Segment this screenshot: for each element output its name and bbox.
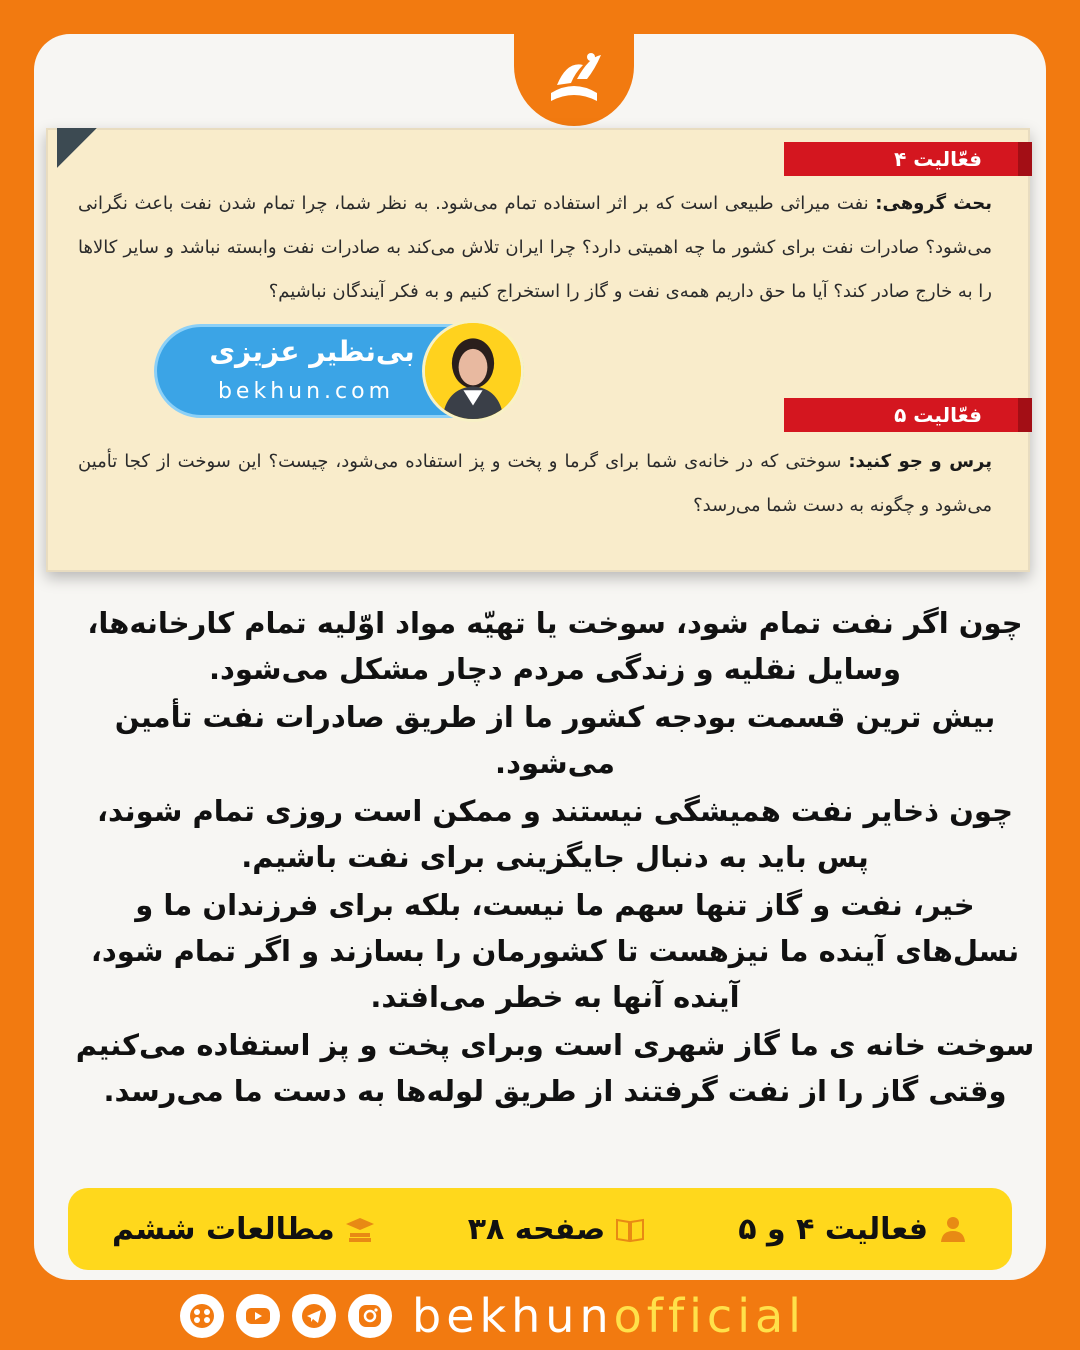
teacher-icon: [938, 1214, 968, 1244]
teacher-site: bekhun.com: [217, 379, 395, 404]
activity4-ribbon: [784, 142, 1018, 176]
brand-logo: [514, 34, 634, 126]
answer-1: چون اگر نفت تمام شود، سوخت یا تهیّه مواد اوّلیه تمام کارخانه‌ها، وسایل نقلیه و زندگی مردم دچار مشکل می‌شود.: [87, 606, 1023, 686]
footer-subject-label: مطالعات ششم: [112, 1211, 335, 1247]
page-corner-icon: [57, 128, 97, 168]
youtube-link[interactable]: [236, 1294, 280, 1338]
teacher-avatar: [422, 320, 524, 422]
telegram-link[interactable]: [292, 1294, 336, 1338]
brand-part1: bekhun: [412, 1289, 614, 1343]
info-bar: [68, 1188, 1012, 1270]
activity4-text: [78, 182, 992, 314]
book-icon: [615, 1214, 645, 1244]
answer-3: چون ذخایر نفت همیشگی نیستند و ممکن است روزی تمام شوند، پس باید به دنبال جایگزینی برای نفت باشیم.: [97, 794, 1013, 874]
footer-activity-label: فعالیت ۴ و ۵: [738, 1211, 928, 1247]
activity5-title: فعّالیت ۵: [894, 403, 982, 427]
activity5-ribbon: [784, 398, 1018, 432]
instagram-icon: [356, 1302, 384, 1330]
footer-page: [468, 1212, 645, 1247]
footer-page-label: صفحه ۳۸: [467, 1211, 606, 1247]
answer-4: خیر، نفت و گاز تنها سهم ما نیست، بلکه برای فرزندان ما و نسل‌های آینده ما نیزهست تا کشورمان را بسازند و اگر تمام شود، آینده آنها به خطر می‌افتد.: [90, 888, 1020, 1014]
avatar-icon: [425, 323, 521, 419]
answer-2: بیش ترین قسمت بودجه کشور ما از طریق صادرات نفت تأمین می‌شود.: [114, 700, 996, 780]
activity4-lead: بحث گروهی:: [875, 193, 992, 214]
graduation-icon: [345, 1214, 375, 1244]
activity4-title: فعّالیت ۴: [894, 147, 982, 171]
footer-activity: [738, 1212, 968, 1247]
instagram-link[interactable]: [348, 1294, 392, 1338]
telegram-icon: [300, 1302, 328, 1330]
footer-subject: [112, 1212, 375, 1247]
youtube-icon: [244, 1302, 272, 1330]
aparat-link[interactable]: [180, 1294, 224, 1338]
answer-5: سوخت خانه ی ما گاز شهری است وبرای پخت و پز استفاده می‌کنیم وقتی گاز را از نفت گرفتند از طریق لوله‌ها به دست ما می‌رسد.: [75, 1028, 1035, 1108]
activity5-lead: پرس و جو کنید:: [848, 451, 992, 472]
activity4-body: نفت میراثی طبیعی است که بر اثر استفاده تمام می‌شود. به نظر شما، چرا تمام شدن نفت باعث نگرانی می‌شود؟ صادرات نفت برای کشور ما چه اهمیتی دارد؟ چرا ایران تلاش می‌کند به صادرات نفت وابسته نباشد و سایر کالاها را به خارج صادر کند؟ آیا ما حق داریم همه‌ی نفت و گاز را استخراج کنیم و به فکر آیندگان نباشیم؟: [78, 193, 992, 302]
brand-name: [412, 1289, 806, 1343]
answers-block: [70, 600, 1040, 1116]
activity5-text: [78, 440, 992, 528]
logo-icon: [531, 43, 617, 117]
brand-part2: official: [613, 1289, 806, 1343]
aparat-icon: [188, 1302, 216, 1330]
teacher-name: بی‌نظیر عزیزی: [209, 335, 415, 368]
social-bar: [180, 1286, 900, 1346]
activity5-body: سوختی که در خانه‌ی شما برای گرما و پخت و پز استفاده می‌شود، چیست؟ این سوخت از کجا تأمین می‌شود و چگونه به دست شما می‌رسد؟: [78, 451, 992, 516]
